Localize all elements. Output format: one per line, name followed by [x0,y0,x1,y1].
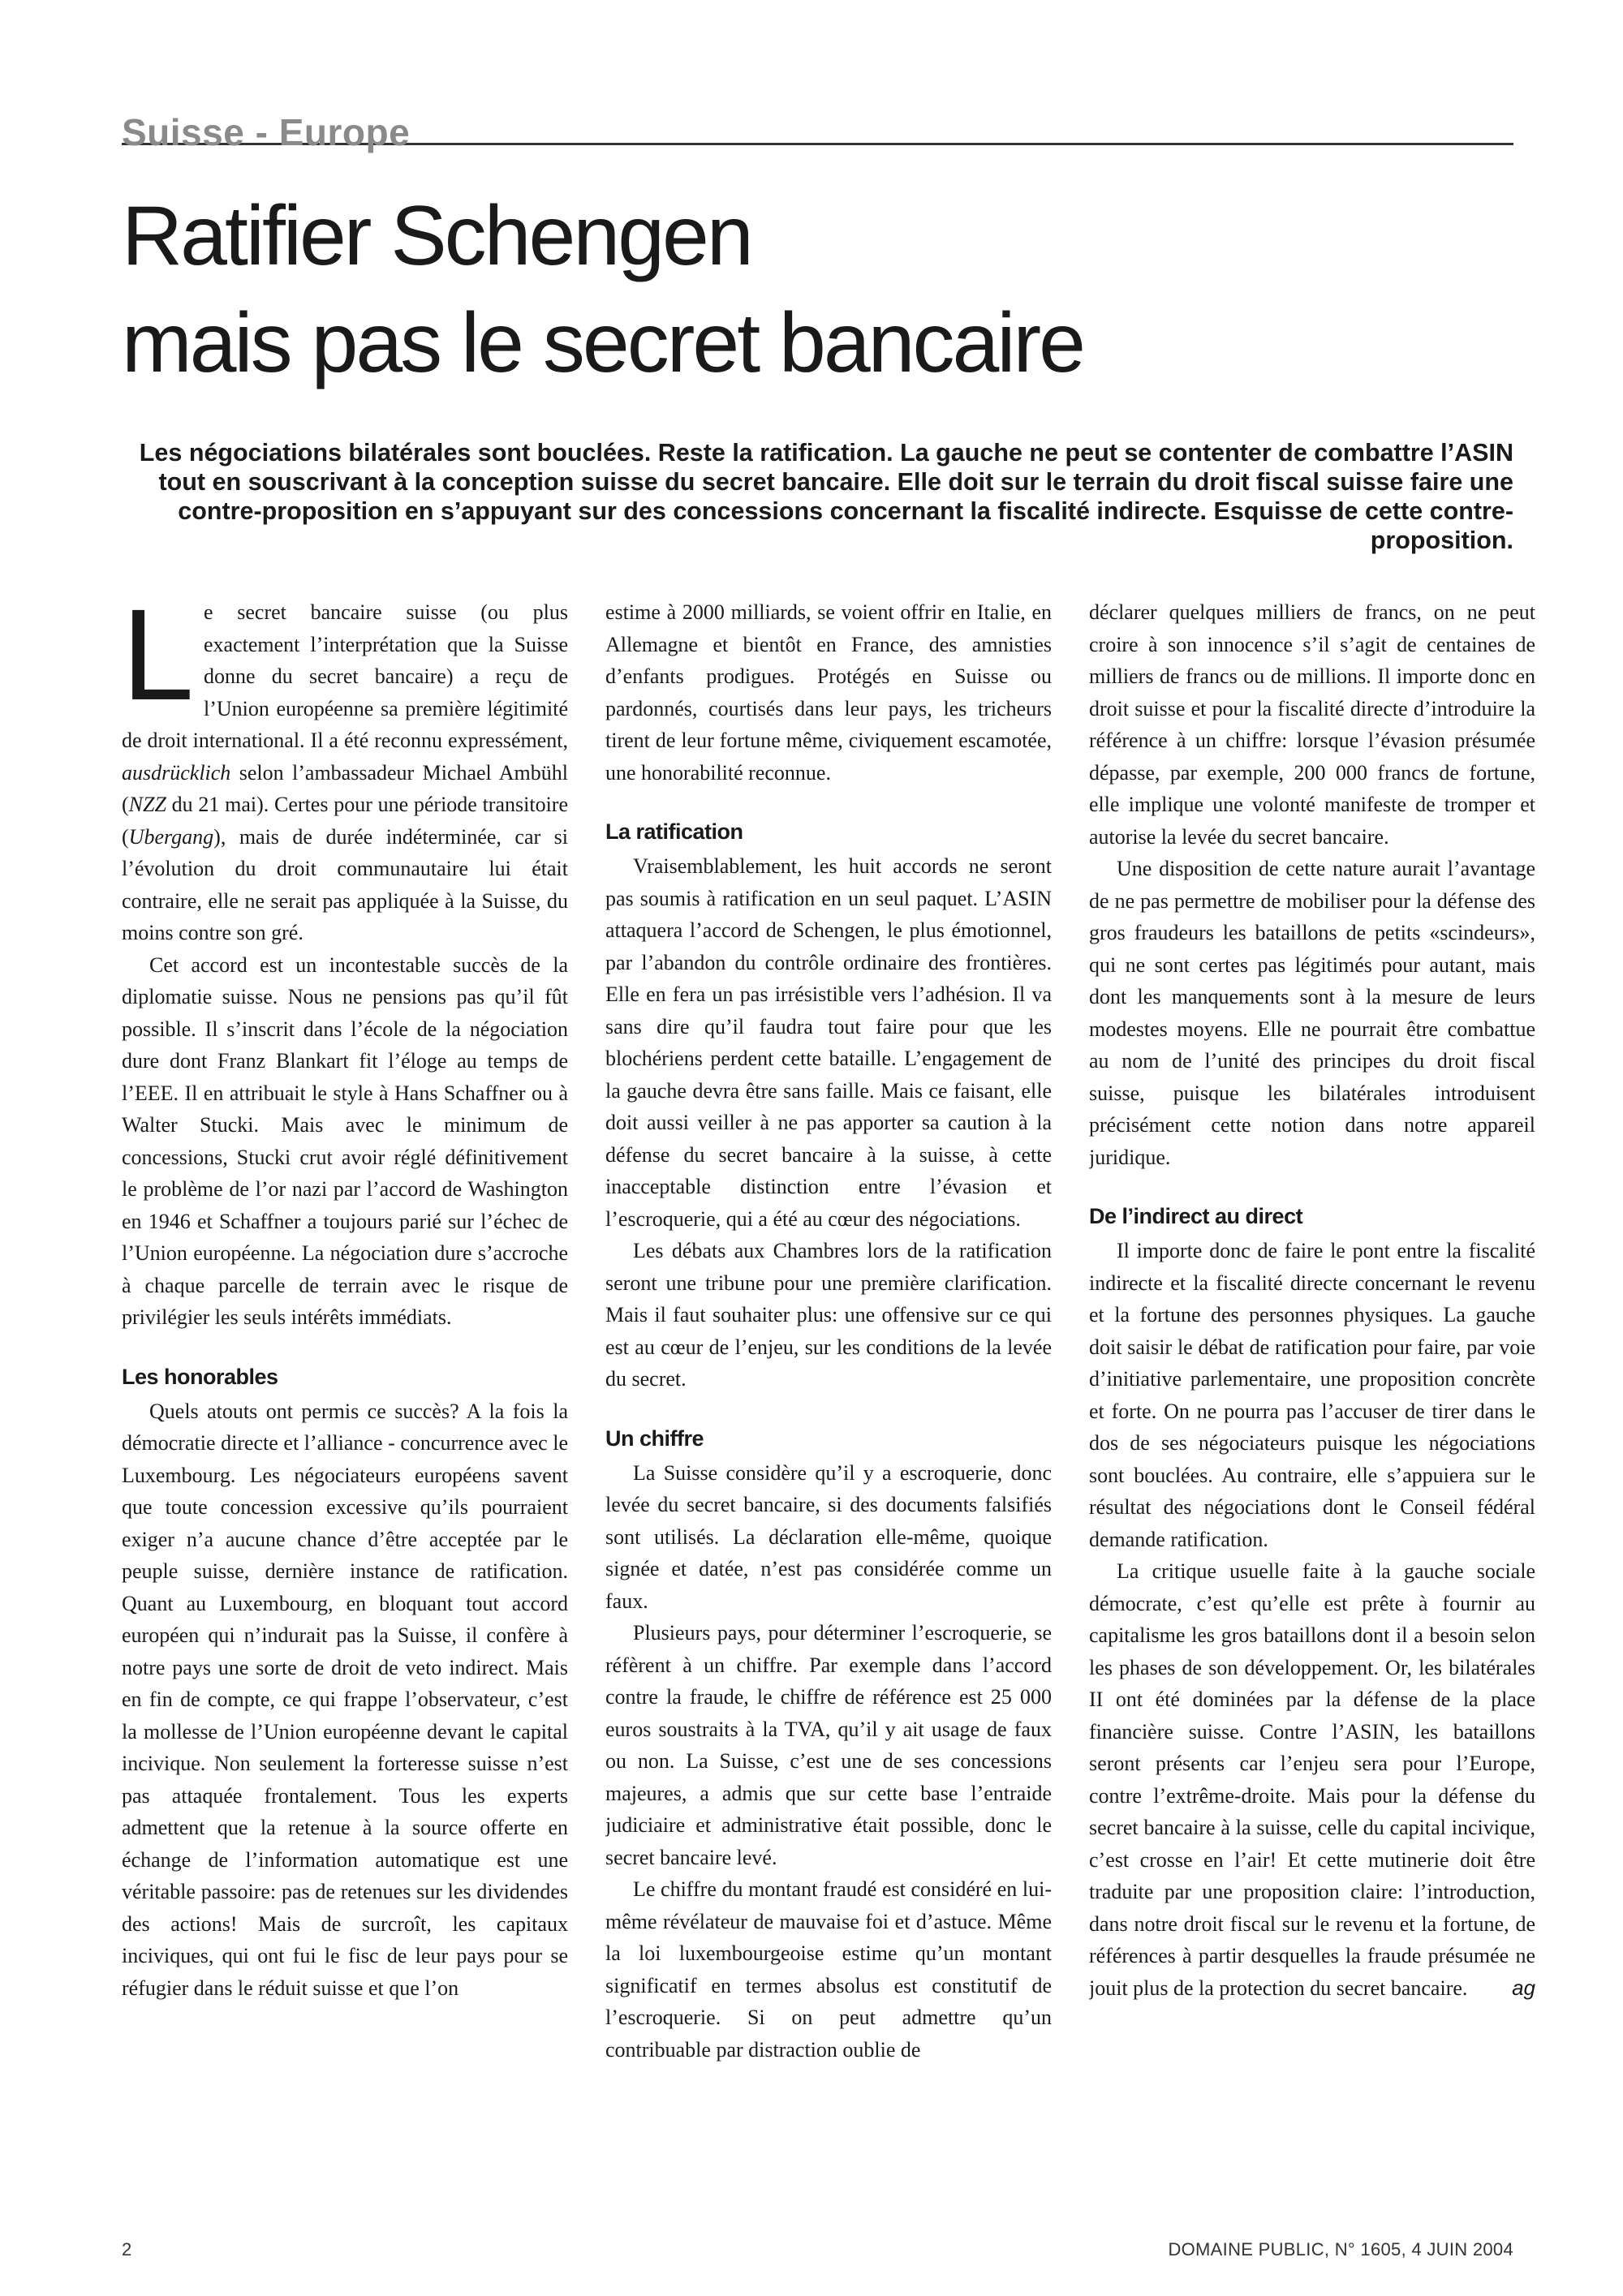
paragraph [1089,1555,1535,2004]
paragraph: Cet accord est un incontestable succès de la diplomatie suisse. Nous ne pensions pas qu’il fût possible. Il s’inscrit dans l’école de la négociation dure dont Franz Blankart fit l’éloge au temps de l’EEE. Il en attribuait le style à Hans Schaffner ou à Walter Stucki. Mais avec le minimum de concessions, Stucki crut avoir réglé définitivement le problème de l’or nazi par l’accord de Washington en 1946 et Schaffner a toujours parié sur l’échec de l’Union européenne. La négociation dure s’accroche à chaque parcelle de terrain avec le risque de privilégier les seuls intérêts immédiats. [122,952,568,1329]
section-label: Suisse - Europe [122,111,411,153]
paragraph [122,596,568,949]
text-run-italic: NZZ [128,793,166,816]
article-title [122,183,1513,397]
text-run: selon l’ambassadeur Michael Ambühl ( [122,760,568,816]
paragraph: estime à 2000 milliards, se voient offrir en Italie, en Allemagne et bientôt en France, des amnisties d’enfants prodigues. Protégés en Suisse ou pardonnés, courtisés dans leur pays, les tricheurs tirent de leur fortune même, civiquement escamotée, une honorabilité reconnue. [605,600,1052,785]
paragraph: Quels atouts ont permis ce succès? A la fois la démocratie directe et l’alliance - concurrence avec le Luxembourg. Les négociateurs européens savent que toute concession excessive qu’ils pourraient exiger n’a aucune chance d’être acceptée par le peuple suisse, dernière instance de ratification. Quant au Luxembourg, en bloquant tout accord européen qui n’indurait pas la Suisse, il confère à notre pays une sorte de droit de veto indirect. Mais en fin de compte, ce qui frappe l’observateur, c’est la mollesse de l’Union européenne devant le capital incivique. Non seulement la forteresse suisse n’est pas attaquée frontalement. Tous les experts admettent que la retenue à la source offerte en échange de l’information automatique est une véritable passoire: pas de retenues sur les dividendes des actions! Mais de surcroît, les capitaux inciviques, qui ont fui le fisc de leur pays pour se réfugier dans le réduit suisse et que l’on [122,1399,568,2000]
article-lead: Les négociations bilatérales sont bouclées. Reste la ratification. La gauche ne peut se contenter de combattre l’ASIN tout en souscrivant à la conception suisse du secret bancaire. Elle doit sur le terrain du droit fiscal suisse faire une contre-proposition en s’appuyant sur des concessions concernant la fiscalité indirecte. Esquisse de cette contre-proposition. [139,439,1513,554]
paragraph: déclarer quelques milliers de francs, on ne peut croire à son innocence s’il s’agit de centaines de milliers de francs ou de millions. Il importe donc en droit suisse et pour la fiscalité directe d’introduire la référence à un chiffre: lorsque l’évasion présumée dépasse, par exemple, 200 000 francs de fortune, elle implique une volonté manifeste de tromper et autorise la levée du secret bancaire. [1089,600,1535,849]
title-line-2: mais pas le secret bancaire [122,296,1083,390]
subheading: Les honorables [122,1364,278,1389]
text-run: La critique usuelle faite à la gauche sociale démocrate, c’est qu’elle est prête à fournir au capitalisme les gros bataillons dont il a besoin selon les phases de son développement. Or, les bilatérales II ont été dominées par la défense de la place financière suisse. Contre l’ASIN, les bataillons seront présents car l’enjeu sera pour l’Europe, contre l’extrême-droite. Mais pour la défense du secret bancaire à la suisse, celle du capital incivique, c’est crosse en l’air! Et cette mutinerie doit être traduite par une proposition claire: l’introduction, dans notre droit fiscal sur le revenu et la fortune, de références à partir desquelles la fraude présumée ne jouit plus de la protection du secret bancaire. [1089,1559,1535,2000]
drop-cap: L [122,596,194,727]
column-1 [122,596,568,2170]
subheading: De l’indirect au direct [1089,1204,1303,1228]
paragraph: Le chiffre du montant fraudé est considéré en lui-même révélateur de mauvaise foi et d’astuce. Même la loi luxembourgeoise estime qu’un montant significatif en termes absolus est constitutif de l’escroquerie. Si on peut admettre qu’un contribuable par distraction oublie de [605,1877,1052,2062]
text-run-italic: Ubergang [128,824,214,849]
column-2 [605,596,1052,2170]
publication-info: DOMAINE PUBLIC, N° 1605, 4 JUIN 2004 [1168,2239,1513,2259]
paragraph: La Suisse considère qu’il y a escroquerie, donc levée du secret bancaire, si des documents falsifiés sont utilisés. La déclaration elle-même, quoique signée et datée, n’est pas considérée comme un faux. [605,1460,1052,1613]
page-number: 2 [122,2239,132,2259]
text-run-italic: ausdrücklich [122,760,231,785]
paragraph: Vraisemblablement, les huit accords ne seront pas soumis à ratification en un seul paquet. L’ASIN attaquera l’accord de Schengen, le plus émotionnel, par l’abandon du contrôle ordinaire des frontières. Elle en fera un pas irrésistible vers l’adhésion. Il va sans dire qu’il faudra tout faire pour que les blochériens perdent cette bataille. L’engagement de la gauche devra être sans faille. Mais ce faisant, elle doit aussi veiller à ne pas apporter sa caution à la défense du secret bancaire à la suisse, à cette inacceptable distinction entre l’évasion et l’escroquerie, qui a été au cœur des négociations. [605,854,1052,1231]
paragraph: Il importe donc de faire le pont entre la fiscalité indirecte et la fiscalité directe concernant le revenu et la fortune des personnes physiques. La gauche doit saisir le débat de ratification pour faire, par voie d’initiative parlementaire, une proposition concrète et forte. On ne pourra pas l’accuser de tirer dans le dos de ses négociateurs puisque les négociations sont bouclées. Au contraire, elle s’appuiera sur le résultat des négociations dont le Conseil fédéral demande ratification. [1089,1239,1535,1551]
page-footer [122,2239,1513,2264]
paragraph: Les débats aux Chambres lors de la ratification seront une tribune pour une première clarification. Mais il faut souhaiter plus: une offensive sur ce qui est au cœur de l’enjeu, sur les conditions de la levée du secret. [605,1239,1052,1391]
subheading: La ratification [605,819,743,844]
paragraph: Une disposition de cette nature aurait l’avantage de ne pas permettre de mobiliser pour la défense des gros fraudeurs les bataillons de petits «scindeurs», qui ne sont certes pas légitimés pour autant, mais dont les manquements sont à la mesure de leurs modestes moyens. Elle ne pourrait être combattue au nom de l’unité des principes du droit fiscal suisse, puisque les bilatérales introduisent précisément cette notion dans notre appareil juridique. [1089,857,1535,1169]
text-run: e secret bancaire suisse (ou plus exactement l’interprétation que la Suisse donne du secret bancaire) a reçu de l’Union européenne sa première légitimité de droit international. Il a été reconnu expressément, [122,600,568,752]
title-line-1: Ratifier Schengen [122,189,751,283]
paragraph: Plusieurs pays, pour déterminer l’escroquerie, se réfèrent à un chiffre. Par exemple dans l’accord contre la fraude, le chiffre de référence est 25 000 euros soustraits à la TVA, qu’il y ait usage de faux ou non. La Suisse, c’est une de ses concessions majeures, a admis que sur cette base l’entraide judiciaire et administrative était possible, donc le secret bancaire levé. [605,1621,1052,1869]
text-run: du 21 mai). Certes pour une période transitoire ( [122,793,568,849]
subheading: Un chiffre [605,1425,704,1451]
section-header [122,104,1513,153]
text-run: ), mais de durée indéterminée, car si l’évolution du droit communautaire lui était contraire, elle ne serait pas appliquée à la Suisse, du moins contre son gré. [122,824,568,944]
author-signature: ag [1512,1975,1535,2000]
column-3 [1089,596,1535,2170]
